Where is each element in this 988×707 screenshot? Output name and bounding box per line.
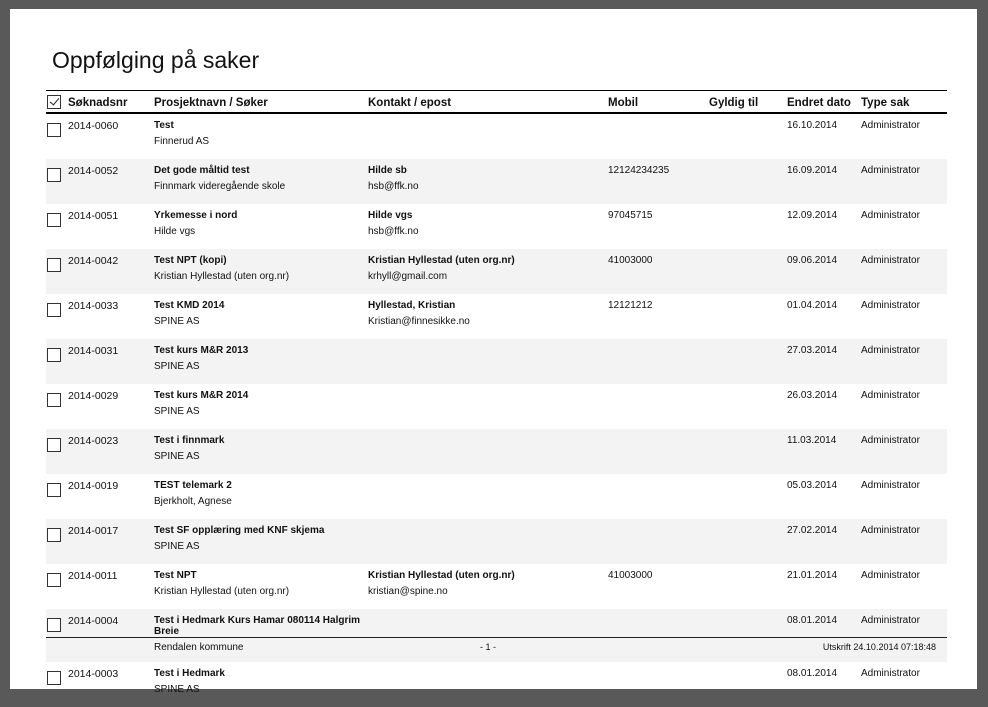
applicant-name: Rendalen kommune xyxy=(154,642,244,653)
row-checkbox[interactable] xyxy=(47,393,61,407)
case-number xyxy=(68,339,154,384)
mobile-number: 41003000 xyxy=(608,570,653,581)
row-checkbox[interactable] xyxy=(47,618,61,632)
changed-date: 08.01.2014 xyxy=(787,615,838,626)
project-name: Test i Hedmark Kurs Hamar 080114 Halgrim Breie xyxy=(154,615,361,637)
case-number-text: 2014-0060 xyxy=(68,120,119,132)
project-name: Test NPT (kopi) xyxy=(154,255,227,266)
row-select-cell[interactable] xyxy=(46,519,68,564)
project-name: TEST telemark 2 xyxy=(154,480,232,491)
table-row[interactable] xyxy=(46,662,947,707)
case-type: Administrator xyxy=(861,165,920,176)
contact-cell xyxy=(368,564,608,609)
contact-name: Kristian Hyllestad (uten org.nr) xyxy=(368,255,515,266)
case-type: Administrator xyxy=(861,210,920,221)
row-select-cell[interactable] xyxy=(46,204,68,249)
type-cell xyxy=(861,519,947,564)
row-checkbox[interactable] xyxy=(47,348,61,362)
type-cell xyxy=(861,249,947,294)
mobile-number: 97045715 xyxy=(608,210,653,221)
table-row[interactable] xyxy=(46,204,947,249)
case-type: Administrator xyxy=(861,255,920,266)
contact-name: Hilde vgs xyxy=(368,210,413,221)
case-number xyxy=(68,249,154,294)
contact-cell xyxy=(368,113,608,159)
type-cell xyxy=(861,339,947,384)
applicant-name: SPINE AS xyxy=(154,451,200,462)
column-header-changed: Endret dato xyxy=(787,91,861,114)
type-cell xyxy=(861,429,947,474)
changed-date: 01.04.2014 xyxy=(787,300,838,311)
case-type: Administrator xyxy=(861,435,920,446)
mobile-cell xyxy=(608,159,709,204)
case-number-text: 2014-0033 xyxy=(68,300,119,312)
table-row[interactable] xyxy=(46,113,947,159)
table-row[interactable] xyxy=(46,564,947,609)
row-checkbox[interactable] xyxy=(47,483,61,497)
case-number-text: 2014-0052 xyxy=(68,165,119,177)
case-number-text: 2014-0051 xyxy=(68,210,119,222)
case-number xyxy=(68,204,154,249)
mobile-cell xyxy=(608,113,709,159)
contact-cell xyxy=(368,384,608,429)
mobile-number: 12121212 xyxy=(608,300,653,311)
column-header-number: Søknadsnr xyxy=(68,91,154,114)
contact-name: Hilde sb xyxy=(368,165,407,176)
type-cell xyxy=(861,662,947,707)
changed-date: 21.01.2014 xyxy=(787,570,838,581)
case-number-text: 2014-0004 xyxy=(68,615,119,627)
changed-cell xyxy=(787,384,861,429)
applicant-name: Finnmark videregående skole xyxy=(154,181,286,192)
changed-date: 26.03.2014 xyxy=(787,390,838,401)
contact-cell xyxy=(368,609,608,662)
case-number-text: 2014-0029 xyxy=(68,390,119,402)
changed-date: 16.09.2014 xyxy=(787,165,838,176)
applicant-name: SPINE AS xyxy=(154,541,200,552)
valid-cell xyxy=(709,159,787,204)
valid-cell xyxy=(709,564,787,609)
contact-name: Kristian Hyllestad (uten org.nr) xyxy=(368,570,515,581)
case-type: Administrator xyxy=(861,120,920,131)
applicant-name: Kristian Hyllestad (uten org.nr) xyxy=(154,586,290,597)
row-checkbox[interactable] xyxy=(47,671,61,685)
project-cell xyxy=(154,159,368,204)
mobile-cell xyxy=(608,294,709,339)
changed-cell xyxy=(787,339,861,384)
row-select-cell[interactable] xyxy=(46,609,68,662)
contact-email: hsb@ffk.no xyxy=(368,226,419,237)
row-checkbox[interactable] xyxy=(47,303,61,317)
changed-cell xyxy=(787,662,861,707)
case-number-text: 2014-0019 xyxy=(68,480,119,492)
case-number-text: 2014-0003 xyxy=(68,668,119,680)
changed-date: 27.03.2014 xyxy=(787,345,838,356)
applicant-name: Finnerud AS xyxy=(154,136,210,147)
valid-cell xyxy=(709,113,787,159)
valid-cell xyxy=(709,609,787,662)
contact-cell xyxy=(368,519,608,564)
valid-cell xyxy=(709,519,787,564)
mobile-cell xyxy=(608,249,709,294)
case-number xyxy=(68,662,154,707)
footer-print-timestamp: Utskrift 24.10.2014 07:18:48 xyxy=(822,642,936,652)
project-cell xyxy=(154,519,368,564)
mobile-cell xyxy=(608,564,709,609)
project-cell xyxy=(154,609,368,662)
report-page xyxy=(10,9,977,695)
type-cell xyxy=(861,609,947,662)
row-select-cell[interactable] xyxy=(46,294,68,339)
case-number xyxy=(68,384,154,429)
changed-cell xyxy=(787,294,861,339)
contact-cell xyxy=(368,159,608,204)
case-number xyxy=(68,294,154,339)
mobile-cell xyxy=(608,609,709,662)
type-cell xyxy=(861,474,947,519)
row-checkbox[interactable] xyxy=(47,213,61,227)
mobile-cell xyxy=(608,429,709,474)
row-select-cell[interactable] xyxy=(46,564,68,609)
changed-cell xyxy=(787,609,861,662)
applicant-name: SPINE AS xyxy=(154,406,200,417)
row-checkbox[interactable] xyxy=(47,258,61,272)
applicant-name: SPINE AS xyxy=(154,361,200,372)
contact-email: hsb@ffk.no xyxy=(368,181,419,192)
contact-email: Kristian@finnesikke.no xyxy=(368,316,470,327)
project-cell xyxy=(154,339,368,384)
changed-cell xyxy=(787,204,861,249)
project-name: Test kurs M&R 2014 xyxy=(154,390,249,401)
contact-cell xyxy=(368,249,608,294)
contact-email: kristian@spine.no xyxy=(368,586,448,597)
footer-divider xyxy=(46,637,947,638)
contact-cell xyxy=(368,204,608,249)
page-title: Oppfølging på saker xyxy=(52,47,260,73)
case-type: Administrator xyxy=(861,668,920,679)
case-number xyxy=(68,159,154,204)
contact-cell xyxy=(368,474,608,519)
case-type: Administrator xyxy=(861,480,920,491)
mobile-number: 41003000 xyxy=(608,255,653,266)
case-number xyxy=(68,113,154,159)
column-header-project: Prosjektnavn / Søker xyxy=(154,91,368,114)
valid-cell xyxy=(709,294,787,339)
case-number-text: 2014-0042 xyxy=(68,255,119,267)
row-select-cell[interactable] xyxy=(46,113,68,159)
applicant-name: Hilde vgs xyxy=(154,226,196,237)
project-cell xyxy=(154,564,368,609)
mobile-cell xyxy=(608,519,709,564)
mobile-cell xyxy=(608,384,709,429)
row-select-cell[interactable] xyxy=(46,429,68,474)
project-cell xyxy=(154,113,368,159)
table-body xyxy=(46,113,947,707)
case-number xyxy=(68,474,154,519)
case-number xyxy=(68,609,154,662)
valid-cell xyxy=(709,429,787,474)
changed-date: 08.01.2014 xyxy=(787,668,838,679)
mobile-cell xyxy=(608,339,709,384)
project-name: Test i Hedmark xyxy=(154,668,225,679)
table-row[interactable] xyxy=(46,609,947,662)
changed-cell xyxy=(787,159,861,204)
type-cell xyxy=(861,294,947,339)
changed-date: 09.06.2014 xyxy=(787,255,838,266)
project-name: Test KMD 2014 xyxy=(154,300,225,311)
contact-cell xyxy=(368,339,608,384)
row-checkbox[interactable] xyxy=(47,123,61,137)
row-select-cell[interactable] xyxy=(46,339,68,384)
case-number xyxy=(68,564,154,609)
select-all-cell[interactable] xyxy=(46,91,68,114)
row-checkbox[interactable] xyxy=(47,528,61,542)
row-select-cell[interactable] xyxy=(46,159,68,204)
project-cell xyxy=(154,662,368,707)
case-type: Administrator xyxy=(861,345,920,356)
row-select-cell[interactable] xyxy=(46,474,68,519)
changed-cell xyxy=(787,519,861,564)
case-table xyxy=(46,90,947,707)
column-header-contact: Kontakt / epost xyxy=(368,91,608,114)
case-number-text: 2014-0031 xyxy=(68,345,119,357)
project-cell xyxy=(154,384,368,429)
footer-page-number: - 1 - xyxy=(480,642,497,652)
changed-cell xyxy=(787,113,861,159)
contact-cell xyxy=(368,294,608,339)
row-checkbox[interactable] xyxy=(47,573,61,587)
valid-cell xyxy=(709,384,787,429)
row-select-cell[interactable] xyxy=(46,249,68,294)
applicant-name: Bjerkholt, Agnese xyxy=(154,496,232,507)
contact-cell xyxy=(368,662,608,707)
changed-date: 11.03.2014 xyxy=(787,435,837,446)
case-number-text: 2014-0011 xyxy=(68,570,118,582)
changed-date: 16.10.2014 xyxy=(787,120,838,131)
applicant-name: SPINE AS xyxy=(154,316,200,327)
case-type: Administrator xyxy=(861,570,920,581)
table-row[interactable] xyxy=(46,429,947,474)
case-type: Administrator xyxy=(861,525,920,536)
table-row[interactable] xyxy=(46,249,947,294)
type-cell xyxy=(861,384,947,429)
project-cell xyxy=(154,249,368,294)
row-checkbox[interactable] xyxy=(47,438,61,452)
mobile-cell xyxy=(608,662,709,707)
type-cell xyxy=(861,159,947,204)
applicant-name: SPINE AS xyxy=(154,684,200,695)
select-all-checkbox[interactable] xyxy=(47,95,61,109)
case-type: Administrator xyxy=(861,390,920,401)
row-checkbox[interactable] xyxy=(47,168,61,182)
mobile-number: 12124234235 xyxy=(608,165,670,176)
project-cell xyxy=(154,204,368,249)
valid-cell xyxy=(709,204,787,249)
applicant-name: Kristian Hyllestad (uten org.nr) xyxy=(154,271,290,282)
mobile-cell xyxy=(608,204,709,249)
changed-cell xyxy=(787,474,861,519)
row-select-cell[interactable] xyxy=(46,662,68,707)
changed-date: 12.09.2014 xyxy=(787,210,838,221)
project-name: Yrkemesse i nord xyxy=(154,210,238,221)
changed-cell xyxy=(787,429,861,474)
case-number-text: 2014-0017 xyxy=(68,525,119,537)
changed-date: 05.03.2014 xyxy=(787,480,838,491)
contact-name: Hyllestad, Kristian xyxy=(368,300,456,311)
table-row[interactable] xyxy=(46,294,947,339)
mobile-cell xyxy=(608,474,709,519)
column-header-mobile: Mobil xyxy=(608,91,709,114)
changed-date: 27.02.2014 xyxy=(787,525,838,536)
column-header-type: Type sak xyxy=(861,91,947,114)
case-type: Administrator xyxy=(861,300,920,311)
project-cell xyxy=(154,429,368,474)
table-header-row xyxy=(46,91,947,114)
type-cell xyxy=(861,564,947,609)
project-name: Test i finnmark xyxy=(154,435,225,446)
project-name: Det gode måltid test xyxy=(154,165,250,176)
table-row[interactable] xyxy=(46,474,947,519)
table-row[interactable] xyxy=(46,339,947,384)
valid-cell xyxy=(709,249,787,294)
project-cell xyxy=(154,294,368,339)
project-name: Test xyxy=(154,120,174,131)
case-number-text: 2014-0023 xyxy=(68,435,119,447)
type-cell xyxy=(861,204,947,249)
case-number xyxy=(68,519,154,564)
case-number xyxy=(68,429,154,474)
changed-cell xyxy=(787,249,861,294)
type-cell xyxy=(861,113,947,159)
row-select-cell[interactable] xyxy=(46,384,68,429)
project-name: Test NPT xyxy=(154,570,197,581)
valid-cell xyxy=(709,339,787,384)
table-row[interactable] xyxy=(46,384,947,429)
table-row[interactable] xyxy=(46,159,947,204)
changed-cell xyxy=(787,564,861,609)
table-row[interactable] xyxy=(46,519,947,564)
valid-cell xyxy=(709,474,787,519)
project-name: Test kurs M&R 2013 xyxy=(154,345,249,356)
contact-cell xyxy=(368,429,608,474)
project-name: Test SF opplæring med KNF skjema xyxy=(154,525,325,536)
contact-email: krhyll@gmail.com xyxy=(368,271,448,282)
valid-cell xyxy=(709,662,787,707)
case-type: Administrator xyxy=(861,615,920,626)
project-cell xyxy=(154,474,368,519)
column-header-valid: Gyldig til xyxy=(709,91,787,114)
